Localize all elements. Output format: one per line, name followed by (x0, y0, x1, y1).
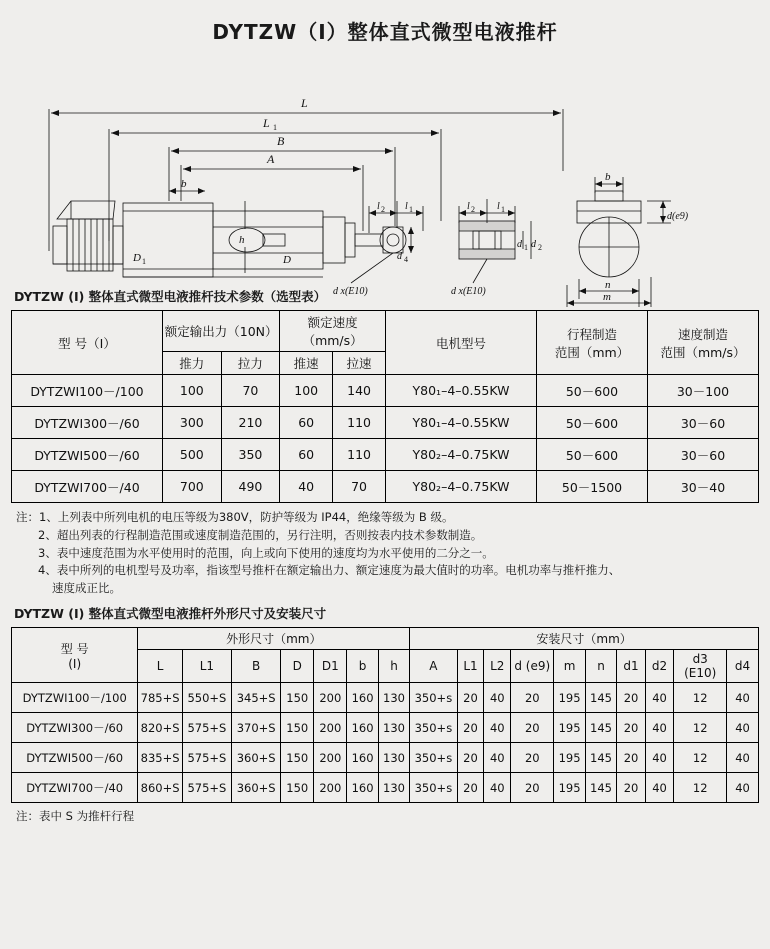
th-D1: D1 (314, 650, 347, 683)
section2-footnote: 注：表中 S 为推杆行程 (16, 809, 135, 824)
cell-D1: 200 (314, 683, 347, 713)
svg-text:n: n (605, 279, 611, 291)
note-2: 2、超出列表的行程制造范围或速度制造范围的，另行注明，否则按表内技术参数制造。 (38, 527, 483, 542)
th-rated-speed: 额定速度（mm/s） (280, 311, 386, 352)
svg-text:m: m (603, 291, 611, 303)
cell-D: 150 (281, 743, 314, 773)
table-row (12, 407, 759, 439)
cell-model: DYTZWI100－/100 (12, 375, 163, 407)
th-outline-dims: 外形尺寸（mm） (138, 628, 410, 650)
th-stroke-range (537, 311, 648, 375)
th-install-dims: 安装尺寸（mm） (410, 628, 759, 650)
table-header-row (12, 628, 759, 650)
cell-B: 345+S (232, 683, 281, 713)
table-row (12, 375, 759, 407)
cell-n: 145 (585, 683, 616, 713)
cell-L2: 40 (484, 683, 511, 713)
cell-model: DYTZWI700－/40 (12, 773, 138, 803)
svg-text:1: 1 (501, 205, 505, 214)
cell-b: 160 (347, 683, 378, 713)
th-L: L (138, 650, 182, 683)
cell-stroke: 50－1500 (537, 471, 648, 503)
cell-m: 195 (554, 683, 585, 713)
cell-push: 700 (163, 471, 222, 503)
th-d2: d2 (645, 650, 674, 683)
svg-text:d x(E10): d x(E10) (333, 286, 368, 297)
th-pull: 拉力 (221, 352, 280, 375)
th-model: 型 号（I） (12, 311, 163, 375)
cell-A: 350+s (410, 683, 457, 713)
cell-push-speed: 60 (280, 439, 333, 471)
cell-push: 500 (163, 439, 222, 471)
cell-b: 160 (347, 743, 378, 773)
cell-d4: 40 (727, 713, 759, 743)
cell-push: 300 (163, 407, 222, 439)
cell-D1: 200 (314, 713, 347, 743)
th-push-speed: 推速 (280, 352, 333, 375)
cell-B: 360+S (232, 773, 281, 803)
cell-push-speed: 40 (280, 471, 333, 503)
svg-text:h: h (239, 234, 245, 246)
cell-pull: 210 (221, 407, 280, 439)
th-aL1: L1 (457, 650, 484, 683)
cell-B: 360+S (232, 743, 281, 773)
svg-text:b: b (181, 178, 187, 190)
cell-L2: 40 (484, 713, 511, 743)
cell-motor: Y80₁–4–0.55KW (386, 375, 537, 407)
th-L2: L2 (484, 650, 511, 683)
th-speed-range (648, 311, 759, 375)
cell-h: 130 (378, 773, 409, 803)
cell-h: 130 (378, 713, 409, 743)
cell-stroke: 50－600 (537, 407, 648, 439)
svg-text:2: 2 (471, 205, 475, 214)
table-row (12, 439, 759, 471)
cell-d4: 40 (727, 743, 759, 773)
cell-d2: 40 (645, 713, 674, 743)
note-3: 3、表中速度范围为水平使用时的范围，向上或向下使用的速度均为水平使用的二分之一。 (38, 545, 494, 560)
th-d1: d1 (617, 650, 646, 683)
th-stroke-range-l1: 行程制造 (566, 326, 617, 342)
cell-L2: 40 (484, 743, 511, 773)
cell-D: 150 (281, 683, 314, 713)
cell-B: 370+S (232, 713, 281, 743)
cell-D1: 200 (314, 743, 347, 773)
cell-d: 20 (511, 713, 554, 743)
th-D: D (281, 650, 314, 683)
cell-d2: 40 (645, 683, 674, 713)
cell-model: DYTZWI500－/60 (12, 439, 163, 471)
th-model-l2: (I) (68, 656, 82, 671)
cell-d3: 12 (674, 713, 727, 743)
svg-text:1: 1 (409, 205, 413, 214)
cell-L1: 550+S (182, 683, 231, 713)
th-n: n (585, 650, 616, 683)
svg-text:D: D (283, 254, 291, 266)
th-B: B (232, 650, 281, 683)
section1-heading: DYTZW (I) 整体直式微型电液推杆技术参数（选型表） (14, 289, 327, 304)
cell-A: 350+s (410, 743, 457, 773)
cell-n: 145 (585, 713, 616, 743)
table-row (12, 743, 759, 773)
cell-model: DYTZWI300－/60 (12, 713, 138, 743)
cell-pull: 70 (221, 375, 280, 407)
th-d3-E10: d3 (E10) (674, 650, 727, 683)
note-5: 速度成正比。 (52, 581, 121, 596)
cell-m: 195 (554, 743, 585, 773)
svg-text:l: l (377, 201, 380, 212)
svg-text:1: 1 (273, 123, 277, 132)
th-d4: d4 (727, 650, 759, 683)
cell-D1: 200 (314, 773, 347, 803)
th-h: h (378, 650, 409, 683)
th-stroke-range-l2: 范围（mm） (554, 344, 630, 360)
cell-L: 860+S (138, 773, 182, 803)
cell-d1: 20 (617, 773, 646, 803)
tech-parameters-table (11, 310, 759, 503)
table-row (12, 683, 759, 713)
cell-aL1: 20 (457, 713, 484, 743)
cell-motor: Y80₂–4–0.75KW (386, 471, 537, 503)
th-b: b (347, 650, 378, 683)
cell-d2: 40 (645, 773, 674, 803)
cell-pull: 490 (221, 471, 280, 503)
cell-pull-speed: 70 (333, 471, 386, 503)
svg-text:L: L (263, 116, 270, 130)
cell-aL1: 20 (457, 773, 484, 803)
cell-L1: 575+S (182, 773, 231, 803)
cell-pull-speed: 110 (333, 407, 386, 439)
cell-d3: 12 (674, 743, 727, 773)
th-pull-speed: 拉速 (333, 352, 386, 375)
cell-stroke: 50－600 (537, 375, 648, 407)
cell-motor: Y80₁–4–0.55KW (386, 407, 537, 439)
cell-L: 835+S (138, 743, 182, 773)
cell-push-speed: 100 (280, 375, 333, 407)
cell-speed: 30－40 (648, 471, 759, 503)
page-title-text: DYTZW（I）整体直式微型电液推杆 (212, 20, 558, 44)
cell-A: 350+s (410, 773, 457, 803)
cell-d2: 40 (645, 743, 674, 773)
cell-L1: 575+S (182, 743, 231, 773)
svg-text:D: D (133, 252, 141, 264)
cell-h: 130 (378, 743, 409, 773)
cell-D: 150 (281, 713, 314, 743)
table-row (12, 773, 759, 803)
cell-stroke: 50－600 (537, 439, 648, 471)
cell-b: 160 (347, 713, 378, 743)
svg-text:l: l (405, 201, 408, 212)
cell-L2: 40 (484, 773, 511, 803)
section1-notes (10, 503, 760, 598)
cell-d4: 40 (727, 773, 759, 803)
th-motor: 电机型号 (386, 311, 537, 375)
table-header-row (12, 311, 759, 352)
svg-text:B: B (277, 134, 285, 148)
cell-n: 145 (585, 773, 616, 803)
cell-aL1: 20 (457, 743, 484, 773)
page-title (0, 0, 770, 51)
svg-text:d: d (397, 251, 402, 262)
svg-text:A: A (267, 152, 275, 166)
cell-speed: 30－60 (648, 407, 759, 439)
th-model-l1: 型 号 (60, 641, 89, 656)
svg-text:l: l (467, 201, 470, 212)
cell-d3: 12 (674, 683, 727, 713)
svg-text:L: L (301, 96, 308, 110)
cell-d3: 12 (674, 773, 727, 803)
cell-m: 195 (554, 773, 585, 803)
cell-D: 150 (281, 773, 314, 803)
cell-speed: 30－100 (648, 375, 759, 407)
cell-motor: Y80₂–4–0.75KW (386, 439, 537, 471)
cell-m: 195 (554, 713, 585, 743)
cell-push-speed: 60 (280, 407, 333, 439)
th-A: A (410, 650, 457, 683)
svg-text:4: 4 (404, 255, 408, 264)
th-speed-range-l2: 范围（mm/s） (660, 344, 746, 360)
cell-model: DYTZWI100－/100 (12, 683, 138, 713)
svg-text:1: 1 (524, 243, 528, 252)
svg-text:2: 2 (538, 243, 542, 252)
svg-text:b: b (605, 171, 611, 183)
dimensions-table (11, 627, 759, 803)
svg-text:l: l (497, 201, 500, 212)
th-L1: L1 (182, 650, 231, 683)
th-push: 推力 (163, 352, 222, 375)
svg-text:2: 2 (381, 205, 385, 214)
note-4: 4、表中所列的电机型号及功率，指该型号推杆在额定输出力、额定速度为最大值时的功率。电机功率与推杆推力、 (38, 563, 621, 578)
cell-pull-speed: 140 (333, 375, 386, 407)
note-1: 注：1、上列表中所列电机的电压等级为380V，防护等级为 IP44，绝缘等级为 B 级。 (16, 510, 454, 524)
th-m: m (554, 650, 585, 683)
cell-L: 820+S (138, 713, 182, 743)
table-row (12, 713, 759, 743)
cell-model: DYTZWI500－/60 (12, 743, 138, 773)
cell-d: 20 (511, 743, 554, 773)
cell-model: DYTZWI300－/60 (12, 407, 163, 439)
cell-L1: 575+S (182, 713, 231, 743)
cell-d4: 40 (727, 683, 759, 713)
cell-d1: 20 (617, 743, 646, 773)
th-speed-range-l1: 速度制造 (677, 326, 728, 342)
cell-pull-speed: 110 (333, 439, 386, 471)
cell-n: 145 (585, 743, 616, 773)
cell-d1: 20 (617, 713, 646, 743)
th-rated-output: 额定输出力（10N） (163, 311, 280, 352)
cell-d: 20 (511, 773, 554, 803)
cell-h: 130 (378, 683, 409, 713)
cell-L: 785+S (138, 683, 182, 713)
table-row (12, 471, 759, 503)
th-d-e9: d (e9) (511, 650, 554, 683)
cell-d1: 20 (617, 683, 646, 713)
svg-text:d x(E10): d x(E10) (451, 286, 486, 297)
cell-d: 20 (511, 683, 554, 713)
cell-aL1: 20 (457, 683, 484, 713)
cell-b: 160 (347, 773, 378, 803)
cell-speed: 30－60 (648, 439, 759, 471)
svg-text:d(e9): d(e9) (667, 211, 689, 222)
svg-text:d: d (517, 239, 522, 250)
cell-model: DYTZWI700－/40 (12, 471, 163, 503)
cell-pull: 350 (221, 439, 280, 471)
cell-A: 350+s (410, 713, 457, 743)
th-model (12, 628, 138, 683)
svg-text:1: 1 (142, 257, 146, 266)
svg-text:d: d (531, 239, 536, 250)
cell-push: 100 (163, 375, 222, 407)
section2-heading: DYTZW (I) 整体直式微型电液推杆外形尺寸及安装尺寸 (14, 606, 327, 622)
